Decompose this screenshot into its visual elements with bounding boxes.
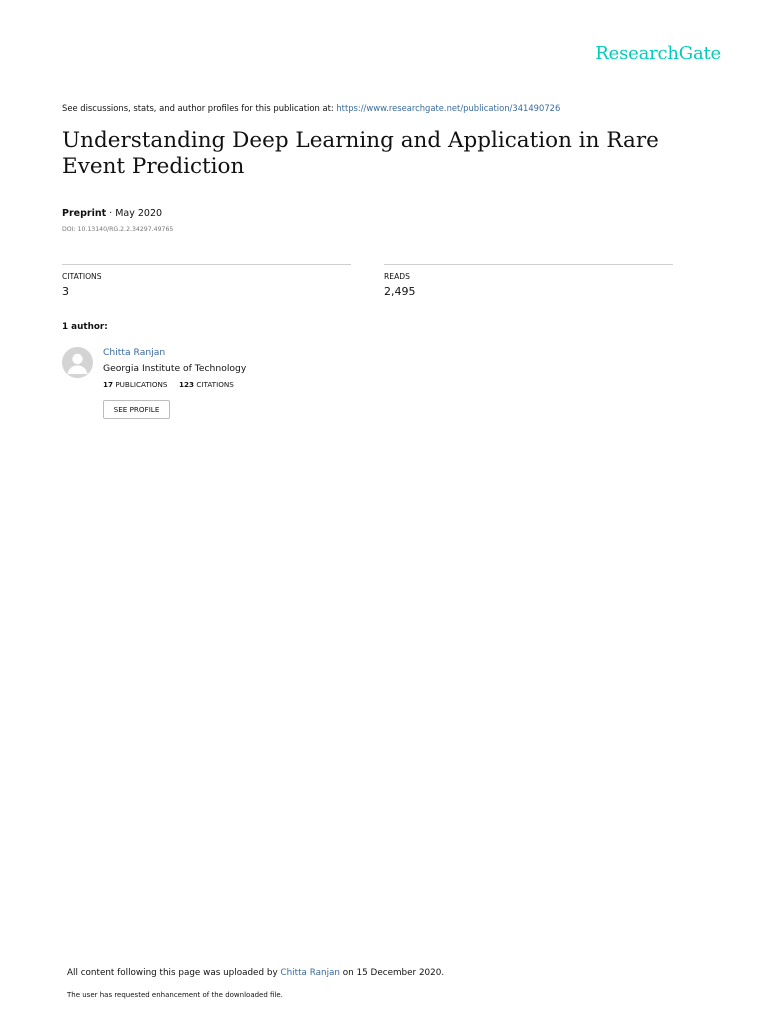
author-name-link[interactable]: Chitta Ranjan [103,347,166,358]
publication-url-link[interactable]: https://www.researchgate.net/publication/341490726 [336,103,561,113]
enhancement-note: The user has requested enhancement of the downloaded file. [67,991,283,999]
upload-prefix: All content following this page was uploaded by [67,968,278,978]
publication-date: May 2020 [115,208,163,219]
reads-value: 2,495 [384,285,416,298]
uploader-link[interactable]: Chitta Ranjan [280,968,340,978]
author-citations-label: CITATIONS [196,380,234,389]
author-publications-count: 17 [103,380,114,389]
discussion-prefix: See discussions, stats, and author profiles for this publication at: [62,103,334,113]
citations-label: CITATIONS [62,272,102,281]
author-publications-label: PUBLICATIONS [115,380,168,389]
upload-note [67,968,444,978]
publication-type: Preprint [62,208,107,219]
reads-label: READS [384,272,410,281]
publication-title: Understanding Deep Learning and Application in Rare Event Prediction [62,128,659,179]
publication-doi: DOI: 10.13140/RG.2.2.34297.49765 [62,226,174,233]
author-stats [103,380,234,389]
citations-stat [62,264,351,298]
reads-stat [384,264,673,298]
publication-meta [62,208,162,219]
author-citations-count: 123 [179,380,195,389]
upload-suffix: on 15 December 2020. [342,968,445,978]
avatar-graphic [62,347,93,378]
discussion-line [62,103,560,113]
authors-heading: 1 author: [62,322,108,332]
author-institution: Georgia Institute of Technology [103,363,247,374]
meta-separator: · [106,208,116,219]
researchgate-logo[interactable]: ResearchGate [595,43,721,64]
citations-value: 3 [62,285,69,298]
person-silhouette-icon[interactable] [62,347,93,378]
see-profile-button[interactable]: SEE PROFILE [103,400,170,419]
